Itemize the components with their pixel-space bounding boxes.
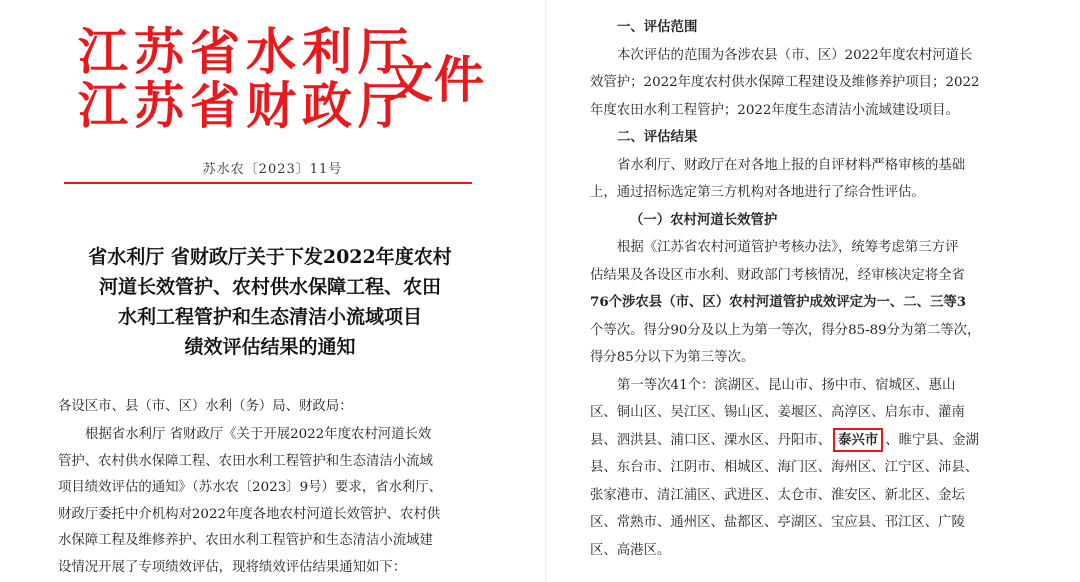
masthead-finance-dept: 江苏省财政厅 xyxy=(78,77,414,135)
river-line: 76个涉农县（市、区）农村河道管护成效评定为一、二、三等3 xyxy=(590,294,967,310)
document-title xyxy=(60,242,480,362)
body-line: 管护、农村供水保障工程、农田水利工程管护和生态清洁小流域 xyxy=(58,453,433,469)
scope-line: 本次评估的范围为各涉农县（市、区）2022年度农村河道长 xyxy=(617,47,973,63)
right-page-content xyxy=(590,14,1030,564)
first-tier-text: 、睢宁县、金湖 xyxy=(885,432,979,448)
title-line: 水利工程管护和生态清洁小流域项目 xyxy=(117,306,422,328)
first-tier-line: 区、高港区。 xyxy=(590,542,671,558)
masthead-water-dept: 江苏省水利厅 xyxy=(78,23,414,81)
results-line: 上，通过招标选定第三方机构对各地进行了综合性评估。 xyxy=(590,185,925,200)
first-tier-line: 区、铜山区、吴江区、锡山区、姜堰区、高淳区、启东市、灌南 xyxy=(590,405,965,420)
results-line: 省水利厅、财政厅在对各地上报的自评材料严格审核的基础 xyxy=(617,157,966,173)
section-heading-scope: 一、评估范围 xyxy=(617,19,698,35)
salutation: 各设区市、县（市、区）水利（务）局、财政局： xyxy=(58,399,353,414)
body-line: 根据省水利厅 省财政厅《关于开展2022年度农村河道长效 xyxy=(85,427,432,442)
document-number: 苏水农〔2023〕11号 xyxy=(202,162,343,177)
first-tier-line: 张家港市、清江浦区、武进区、太仓市、淮安区、新北区、金坛 xyxy=(590,487,965,503)
body-line: 财政厅委托中介机构对2022年度各地农村河道长效管护、农村供 xyxy=(58,506,441,522)
river-line: 估结果及各设区市水利、财政部门考核情况，经审核决定将全省 xyxy=(590,267,965,283)
red-divider xyxy=(64,182,472,184)
first-tier-line: 县、东台市、江阴市、相城区、海门区、海州区、江宁区、沛县、 xyxy=(590,460,979,475)
river-line: 根据《江苏省农村河道管护考核办法》，统筹考虑第三方评 xyxy=(617,240,959,255)
body-paragraph xyxy=(58,422,498,581)
red-masthead xyxy=(78,24,498,134)
title-line: 省水利厅 省财政厅关于下发2022年度农村 xyxy=(88,246,452,268)
title-line: 河道长效管护、农村供水保障工程、农田 xyxy=(98,276,441,298)
subheading-river: （一）农村河道长效管护 xyxy=(630,211,778,228)
river-line: 个等次。得分90分及以上为第一等次，得分85-89分为第二等次， xyxy=(590,322,981,338)
river-line: 得分85分以下为第三等次。 xyxy=(590,350,755,365)
body-line: 项目绩效评估的通知》（苏水农〔2023〕9号）要求，省水利厅、 xyxy=(58,480,443,495)
scope-line: 年度农田水利工程管护；2022年度生态清洁小流域建设项目。 xyxy=(590,102,959,118)
body-line: 设情况开展了专项绩效评估，现将绩效评估结果通知如下： xyxy=(58,559,407,575)
first-tier-line: 第一等次41个：滨湖区、昆山市、扬中市、宿城区、惠山 xyxy=(617,377,956,393)
first-tier-text: 县、泗洪县、浦口区、溧水区、丹阳市、 xyxy=(590,432,832,448)
first-tier-line xyxy=(590,427,1030,455)
first-tier-line: 区、常熟市、通州区、盐都区、亭湖区、宝应县、邗江区、广陵 xyxy=(590,515,965,530)
scope-line: 效管护；2022年度农村供水保障工程建设及维修养护项目；2022 xyxy=(590,75,980,90)
highlighted-city: 泰兴市 xyxy=(833,428,883,452)
body-line: 水保障工程及维修养护、农田水利工程管护和生态清洁小流域建 xyxy=(58,533,433,548)
title-line: 绩效评估结果的通知 xyxy=(184,336,356,358)
masthead-suffix: 文件 xyxy=(383,51,485,109)
section-heading-results: 二、评估结果 xyxy=(617,129,698,145)
